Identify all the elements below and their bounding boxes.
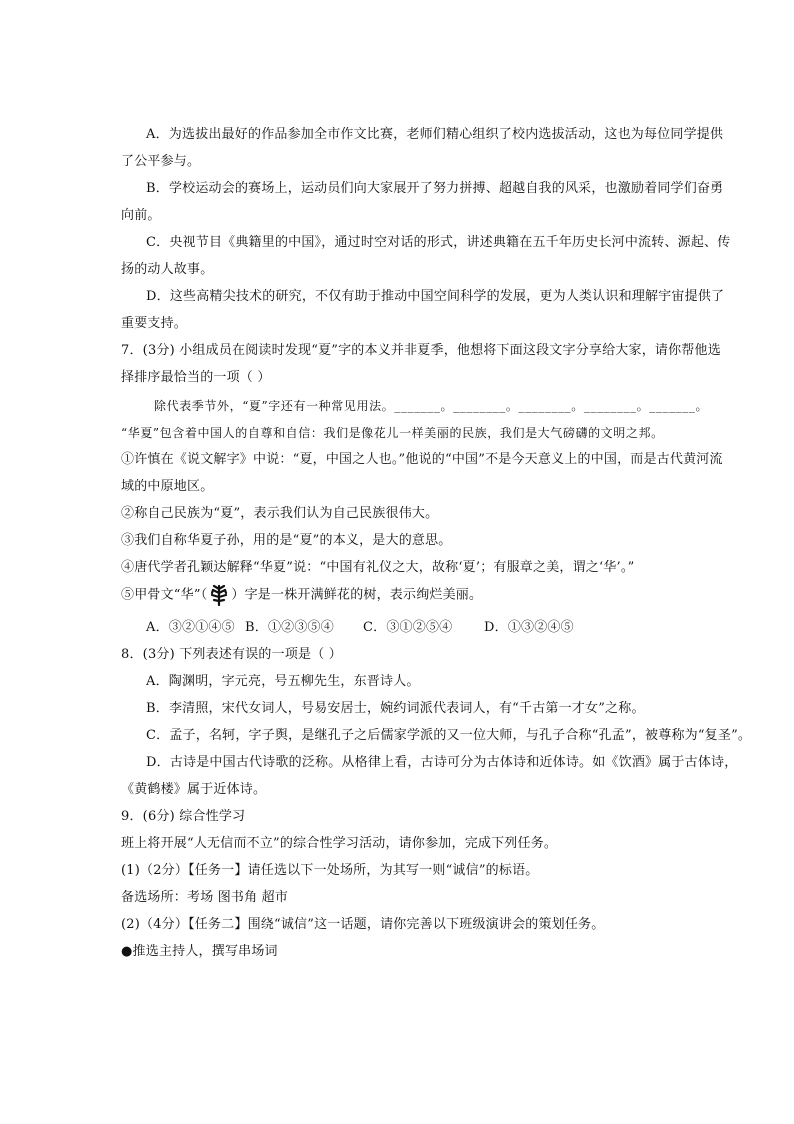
q7-sentence-2: ②称自己民族为“夏”，表示我们认为自己民族很伟大。	[121, 506, 439, 521]
q6-option-d-line2: 重要支持。	[121, 316, 188, 331]
q7-sentence-1-line1: ①许慎在《说文解字》中说：“夏，中国之人也。”他说的“中国”不是今天意义上的中国，而是古代黄河流	[121, 452, 723, 467]
q6-option-b-line2: 向前。	[121, 208, 161, 223]
q7-sentence-4: ④唐代学者孔颖达解释“华夏”说：“中国有礼仪之大，故称‘夏’；有服章之美，谓之‘华’。”	[121, 560, 635, 575]
q6-option-b-line1: B．学校运动会的赛场上，运动员们向大家展开了努力拼搏、超越自我的风采，也激励着同学们奋勇	[146, 181, 724, 196]
q7-sentence-3: ③我们自称华夏子孙，用的是“夏”的本义，是大的意思。	[121, 533, 452, 548]
q6-option-a-line1: A．为选拔出最好的作品参加全市作文比赛，老师们精心组织了校内选拔活动，这也为每位同学提供	[146, 127, 724, 142]
q8-option-d-line1: D．古诗是中国古代诗歌的泛称。从格律上看，古诗可分为古体诗和近体诗。如《饮酒》属于古体诗，	[146, 755, 738, 770]
q6-option-a-line2: 了公平参与。	[121, 154, 201, 169]
q9-intro: 班上将开展“人无信而不立”的综合性学习活动，请你参加，完成下列任务。	[121, 836, 558, 851]
q7-sentence-5-before: ⑤甲骨文“华”（	[121, 587, 208, 603]
q9-bullet: ●推选主持人，撰写串场词	[121, 944, 278, 959]
q7-sentence-1-line2: 域的中原地区。	[121, 479, 214, 494]
q7-stem-line2: 择排序最恰当的一项（ ）	[121, 370, 271, 385]
q9-places: 备选场所：考场 图书角 超市	[121, 890, 289, 905]
q8-option-d-line2: 《黄鹤楼》属于近体诗。	[121, 782, 267, 797]
q7-sentence-5	[121, 584, 482, 607]
q7-choices	[146, 619, 574, 637]
q6-option-c-line2: 扬的动人故事。	[121, 262, 214, 277]
q8-option-a: A．陶渊明，字元亮，号五柳先生，东晋诗人。	[146, 674, 420, 689]
q8-option-c: C．孟子，名轲，字子舆，是继孔子之后儒家学派的又一位大师，与孔子合称“孔孟”，被尊称为“复圣”。	[146, 728, 752, 743]
q9-stem: 9．(6分) 综合性学习	[121, 809, 246, 824]
oracle-bone-hua-icon	[209, 584, 229, 606]
q8-option-b: B．李清照，宋代女词人，号易安居士，婉约词派代表词人，有“千古第一才女”之称。	[146, 701, 645, 716]
q7-passage-line2: “华夏”包含着中国人的自尊和自信：我们是像花儿一样美丽的民族，我们是大气磅礴的文明之邦。	[121, 426, 664, 440]
q6-option-d-line1: D．这些高精尖技术的研究，不仅有助于推动中国空间科学的发展，更为人类认识和理解宇宙提供了	[146, 289, 725, 304]
q7-passage-line1: 除代表季节外，“夏”字还有一种常见用法。_______。________。________。________。_______。	[154, 399, 709, 413]
q9-task1: (1)（2分）【任务一】请任选以下一处场所，为其写一则“诚信”的标语。	[121, 863, 539, 878]
q7-choice-d[interactable]: D．①③②④⑤	[484, 620, 574, 635]
q6-option-c-line1: C．央视节目《典籍里的中国》，通过时空对话的形式，讲述典籍在五千年历史长河中流转、源起、传	[146, 235, 731, 250]
q7-stem-line1: 7．(3分) 小组成员在阅读时发现“夏”字的本义并非夏季，他想将下面这段文字分享给大家，请你帮他选	[121, 343, 721, 358]
q7-sentence-5-after: ）字是一株开满鲜花的树，表示绚烂美丽。	[231, 587, 483, 603]
q7-choice-c[interactable]: C．③①②⑤④	[363, 620, 453, 635]
q9-task2: (2)（4分）【任务二】围绕“诚信”这一话题，请你完善以下班级演讲会的策划任务。	[121, 917, 605, 932]
q7-choice-b[interactable]: B．①②③⑤④	[245, 620, 334, 635]
q8-stem: 8．(3分) 下列表述有误的一项是（ ）	[121, 647, 342, 662]
q7-choice-a[interactable]: A．③②①④⑤	[146, 620, 235, 635]
